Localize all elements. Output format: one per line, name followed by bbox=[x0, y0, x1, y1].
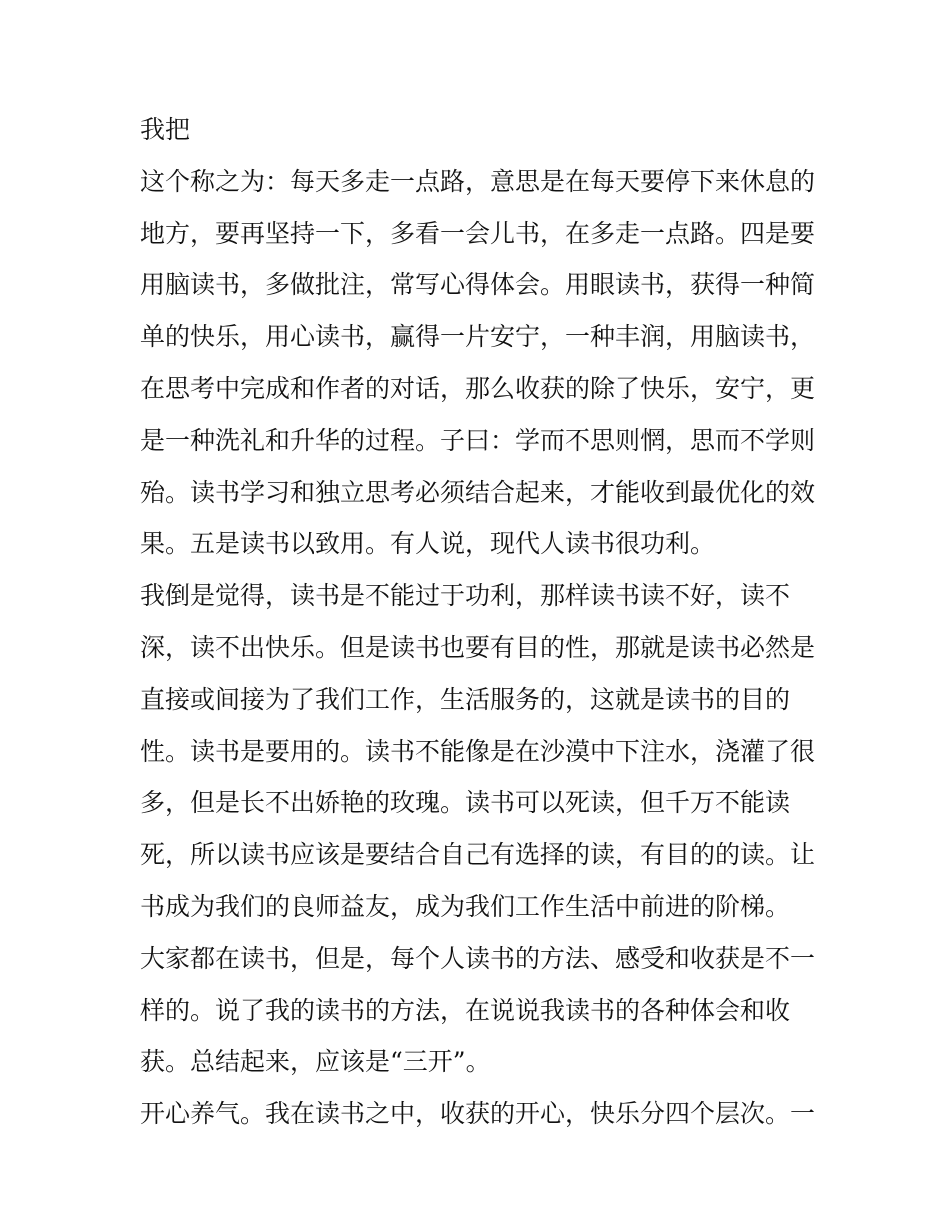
text-line: 直接或间接为了我们工作，生活服务的，这就是读书的目的 bbox=[140, 684, 791, 714]
text-line: 性。读书是要用的。读书不能像是在沙漠中下注水，浇灌了很 bbox=[140, 736, 816, 766]
text-line: 样的。说了我的读书的方法，在说说我读书的各种体会和收 bbox=[140, 995, 791, 1025]
text-line: 这个称之为：每天多走一点路，意思是在每天要停下来休息的 bbox=[140, 166, 816, 196]
text-line: 死，所以读书应该是要结合自己有选择的读，有目的的读。让 bbox=[140, 840, 816, 870]
text-line: 单的快乐，用心读书，赢得一片安宁，一种丰润，用脑读书， bbox=[140, 322, 816, 352]
text-line: 开心养气。我在读书之中，收获的开心，快乐分四个层次。一 bbox=[140, 1099, 816, 1129]
text-line: 在思考中完成和作者的对话，那么收获的除了快乐，安宁，更 bbox=[140, 373, 816, 403]
text-line: 果。五是读书以致用。有人说，现代人读书很功利。 bbox=[140, 529, 716, 559]
text-line: 殆。读书学习和独立思考必须结合起来，才能收到最优化的效 bbox=[140, 477, 816, 507]
text-line: 获。总结起来，应该是“三开”。 bbox=[140, 1047, 491, 1077]
text-line: 多，但是长不出娇艳的玫瑰。读书可以死读，但千万不能读 bbox=[140, 788, 791, 818]
text-line: 用脑读书，多做批注，常写心得体会。用眼读书，获得一种简 bbox=[140, 270, 816, 300]
text-line: 地方，要再坚持一下，多看一会儿书，在多走一点路。四是要 bbox=[140, 218, 816, 248]
document-body bbox=[140, 108, 830, 1144]
text-line: 大家都在读书，但是，每个人读书的方法、感受和收获是不一 bbox=[140, 943, 816, 973]
text-line: 我倒是觉得，读书是不能过于功利，那样读书读不好，读不 bbox=[140, 581, 791, 611]
text-line: 是一种洗礼和升华的过程。子曰：学而不思则惘，思而不学则 bbox=[140, 425, 816, 455]
text-line: 我把 bbox=[140, 115, 191, 144]
text-line: 深，读不出快乐。但是读书也要有目的性，那就是读书必然是 bbox=[140, 632, 816, 662]
text-line: 书成为我们的良师益友，成为我们工作生活中前进的阶梯。 bbox=[140, 891, 791, 921]
